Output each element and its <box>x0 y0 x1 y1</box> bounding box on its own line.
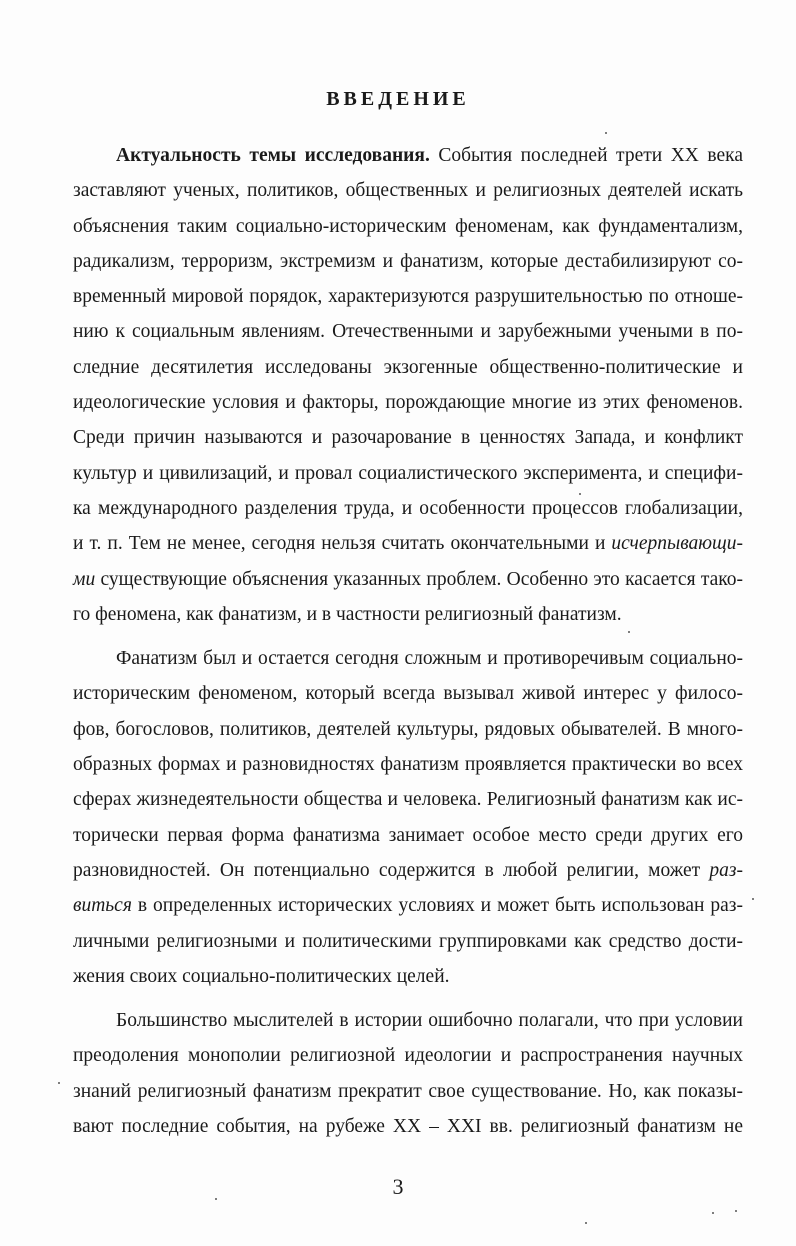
paragraph <box>73 138 743 632</box>
text-segment: культур и цивилизаций, и провал социалистического эксперимента, и специфи- <box>73 462 743 484</box>
text-line <box>73 138 743 173</box>
text-line <box>73 597 743 632</box>
text-segment: заставляют ученых, политиков, общественных и религиозных деятелей искать <box>73 180 743 202</box>
text-segment: нию к социальным явлениям. Отечественными и зарубежными учеными в по- <box>73 321 743 343</box>
text-segment: разновидностей. Он потенциально содержится в любой религии, может <box>73 859 710 881</box>
text-segment: существующие объяснения указанных проблем. Особенно это касается тако- <box>95 568 743 590</box>
italic-text: исчерпывающи- <box>611 533 743 555</box>
text-segment: фов, богословов, политиков, деятелей культуры, рядовых обывателей. В много- <box>73 718 743 740</box>
text-line <box>73 712 743 747</box>
text-line <box>73 456 743 491</box>
text-segment: следние десятилетия исследованы экзогенные общественно-политические и <box>73 356 743 378</box>
text-line <box>73 244 743 279</box>
text-line <box>73 888 743 923</box>
text-segment: и т. п. Тем не менее, сегодня нельзя считать окончательными и <box>73 533 612 555</box>
text-line <box>73 173 743 208</box>
text-line <box>73 676 743 711</box>
text-line <box>73 1038 743 1073</box>
text-line <box>73 526 743 561</box>
scan-speck <box>58 1082 60 1084</box>
scan-speck <box>605 132 607 134</box>
scan-speck <box>579 493 581 495</box>
text-segment: в определенных исторических условиях и может быть использован раз- <box>131 895 743 917</box>
text-line <box>73 1109 743 1144</box>
text-line <box>73 959 743 994</box>
text-line <box>73 1003 743 1038</box>
text-segment: ка международного разделения труда, и особенности процессов глобализации, <box>73 497 743 519</box>
text-segment: временный мировой порядок, характеризуются разрушительностью по отноше- <box>73 286 743 308</box>
text-line <box>73 209 743 244</box>
bold-text: Актуальность темы исследования. <box>116 145 430 166</box>
text-line <box>73 562 743 597</box>
text-segment: образных формах и разновидностях фанатизм проявляется практически во всех <box>73 754 743 776</box>
text-line <box>73 420 743 455</box>
text-segment: радикализм, терроризм, экстремизм и фанатизм, которые дестабилизируют со- <box>73 250 743 272</box>
text-line <box>73 782 743 817</box>
text-line <box>73 491 743 526</box>
text-line <box>73 747 743 782</box>
body-text <box>73 138 743 1153</box>
paragraph <box>73 641 743 994</box>
scan-speck <box>585 1222 587 1224</box>
text-line <box>73 1074 743 1109</box>
text-segment: торически первая форма фанатизма занимает особое место среди других его <box>73 824 743 846</box>
paragraph <box>73 1003 743 1144</box>
text-segment: Большинство мыслителей в истории ошибочно полагали, что при условии <box>116 1010 743 1032</box>
text-segment: объяснения таким социально-историческим феноменам, как фундаментализм, <box>73 215 743 237</box>
page-title: ВВЕДЕНИЕ <box>326 88 470 110</box>
text-line <box>73 314 743 349</box>
text-segment: События последней трети XX века <box>429 145 743 166</box>
italic-text: виться <box>73 895 132 917</box>
text-segment: сферах жизнедеятельности общества и человека. Религиозный фанатизм как ис- <box>73 789 743 811</box>
text-segment: Фанатизм был и остается сегодня сложным и противоречивым социально- <box>116 648 743 670</box>
text-segment: личными религиозными и политическими группировками как средство дости- <box>73 930 743 952</box>
scan-speck <box>752 898 754 900</box>
text-segment: Среди причин называются и разочарование в ценностях Запада, и конфликт <box>73 427 743 449</box>
scan-speck <box>712 1212 714 1214</box>
text-line <box>73 853 743 888</box>
text-segment: идеологические условия и факторы, порождающие многие из этих феноменов. <box>73 392 743 414</box>
italic-text: раз- <box>709 859 743 881</box>
scan-speck <box>628 631 630 633</box>
text-segment: историческим феноменом, который всегда вызывал живой интерес у филосо- <box>73 683 743 705</box>
text-line <box>73 641 743 676</box>
text-segment: вают последние события, на рубеже XX – XXI вв. религиозный фанатизм не <box>73 1116 743 1138</box>
italic-text: ми <box>73 568 96 590</box>
scan-speck <box>215 1198 217 1200</box>
text-line <box>73 818 743 853</box>
text-line <box>73 385 743 420</box>
text-segment: преодоления монополии религиозной идеологии и распространения научных <box>73 1045 743 1067</box>
text-segment: жения своих социально-политических целей. <box>73 965 450 987</box>
text-segment: знаний религиозный фанатизм прекратит свое существование. Но, как показы- <box>73 1080 743 1102</box>
text-line <box>73 350 743 385</box>
text-line <box>73 924 743 959</box>
page-number: 3 <box>392 1174 404 1199</box>
scan-speck <box>735 1210 737 1212</box>
text-segment: го феномена, как фанатизм, и в частности религиозный фанатизм. <box>73 603 622 625</box>
text-line <box>73 279 743 314</box>
